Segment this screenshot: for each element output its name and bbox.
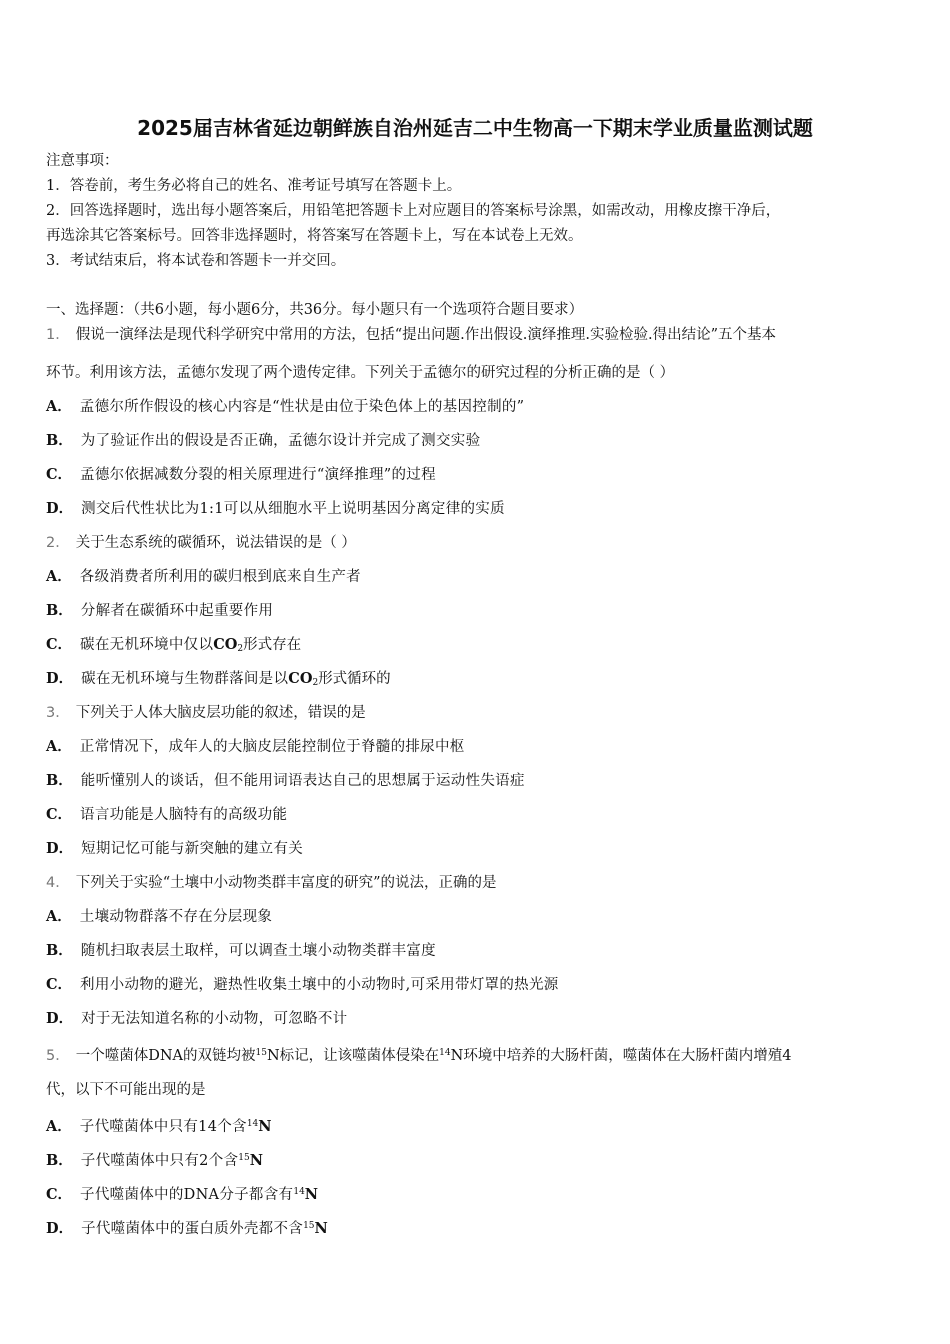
notice-heading: 注意事项： bbox=[46, 153, 119, 169]
notice-item: 2．回答选择题时，选出每小题答案后，用铅笔把答题卡上对应题目的答案标号涂黑，如需改动，用橡皮擦干净后， bbox=[46, 203, 781, 219]
notice-item: 1．答卷前，考生务必将自己的姓名、准考证号填写在答题卡上。 bbox=[46, 178, 462, 194]
option-b: B． 随机扫取表层土取样，可以调查土壤小动物类群丰富度 bbox=[46, 942, 436, 959]
option-a: A． 各级消费者所利用的碳归根到底来自生产者 bbox=[46, 568, 361, 585]
question-text: 下列关于人体大脑皮层功能的叙述，错误的是 bbox=[75, 705, 366, 721]
option-c: C． 利用小动物的避光，避热性收集土壤中的小动物时,可采用带灯罩的热光源 bbox=[46, 976, 559, 993]
question-number: 1． bbox=[46, 327, 70, 343]
notice-item: 3．考试结束后，将本试卷和答题卡一并交回。 bbox=[46, 253, 346, 269]
question-number: 3． bbox=[46, 705, 70, 721]
question-2 bbox=[46, 533, 356, 553]
option-b: B． 子代噬菌体中只有2个含$^{15}$N bbox=[46, 1152, 264, 1169]
option-b: B． 分解者在碳循环中起重要作用 bbox=[46, 602, 274, 619]
page-title: 2025届吉林省延边朝鲜族自治州延吉二中生物高一下期末学业质量监测试题 bbox=[137, 116, 813, 140]
question-4 bbox=[46, 873, 497, 893]
option-c: C． 孟德尔依据减数分裂的相关原理进行“演绎推理”的过程 bbox=[46, 466, 436, 483]
question-number: 5． bbox=[46, 1048, 70, 1064]
option-a: A． 正常情况下，成年人的大脑皮层能控制位于脊髓的排尿中枢 bbox=[46, 738, 465, 755]
option-b: B． 能听懂别人的谈话，但不能用词语表达自己的思想属于运动性失语症 bbox=[46, 772, 525, 789]
question-text: 假说一演绎法是现代科学研究中常用的方法，包括“提出问题.作出假设.演绎推理.实验检验.得出结论”五个基本 bbox=[75, 327, 776, 343]
question-5: 5． 一个噬菌体DNA的双链均被$^{15}$N标记，让该噬菌体侵染在$^{14}$N环境中培养的大肠杆菌，噬菌体在大肠杆菌内增殖4 bbox=[46, 1048, 792, 1064]
option-d: D． 对于无法知道名称的小动物，可忽略不计 bbox=[46, 1010, 348, 1027]
option-c: C． 语言功能是人脑特有的高级功能 bbox=[46, 806, 288, 823]
option-a: A． 子代噬菌体中只有14个含$^{14}$N bbox=[46, 1118, 272, 1135]
question-1-continued: 环节。利用该方法，孟德尔发现了两个遗传定律。下列关于孟德尔的研究过程的分析正确的是（ ） bbox=[46, 365, 675, 381]
option-a: A． 孟德尔所作假设的核心内容是“性状是由位于染色体上的基因控制的” bbox=[46, 398, 525, 415]
question-number: 2． bbox=[46, 535, 70, 551]
option-d: D． 短期记忆可能与新突触的建立有关 bbox=[46, 840, 304, 857]
option-c: C． 碳在无机环境中仅以$CO_2$形式存在 bbox=[46, 636, 302, 654]
option-a: A． 土壤动物群落不存在分层现象 bbox=[46, 908, 273, 925]
question-5-continued: 代，以下不可能出现的是 bbox=[46, 1082, 206, 1098]
question-1 bbox=[46, 325, 776, 345]
question-number: 4． bbox=[46, 875, 70, 891]
notice-item: 再选涂其它答案标号。回答非选择题时，将答案写在答题卡上，写在本试卷上无效。 bbox=[46, 228, 583, 244]
option-b: B． 为了验证作出的假设是否正确，孟德尔设计并完成了测交实验 bbox=[46, 432, 481, 449]
option-d: D． 测交后代性状比为1:1可以从细胞水平上说明基因分离定律的实质 bbox=[46, 500, 505, 517]
option-d: D． 碳在无机环境与生物群落间是以$CO_2$形式循环的 bbox=[46, 670, 391, 688]
question-text: 下列关于实验“土壤中小动物类群丰富度的研究”的说法，正确的是 bbox=[75, 875, 497, 891]
question-3 bbox=[46, 703, 366, 723]
option-c: C． 子代噬菌体中的DNA分子都含有$^{14}$N bbox=[46, 1186, 319, 1203]
question-text: 关于生态系统的碳循环，说法错误的是（ ） bbox=[75, 535, 356, 551]
section-heading: 一、选择题：（共6小题，每小题6分，共36分。每小题只有一个选项符合题目要求） bbox=[46, 302, 584, 318]
option-d: D． 子代噬菌体中的蛋白质外壳都不含$^{15}$N bbox=[46, 1220, 328, 1237]
